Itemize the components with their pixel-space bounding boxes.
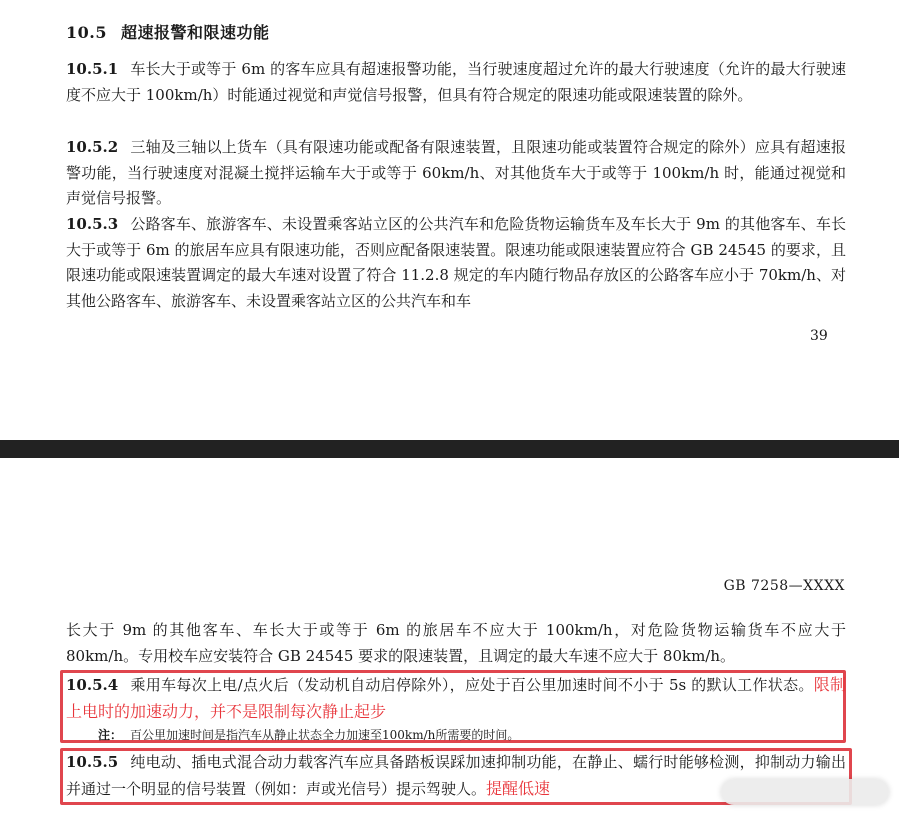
clause-number: 10.5.1 xyxy=(66,60,119,78)
annotation-10-5-5: 提醒低速 xyxy=(486,778,551,798)
section-number: 10.5 xyxy=(66,23,107,42)
section-heading xyxy=(66,20,269,43)
page-number: 39 xyxy=(810,328,828,344)
page-separator xyxy=(0,440,899,458)
clause-text: 车长大于或等于 6m 的客车应具有超速报警功能，当行驶速度超过允许的最大行驶速度（允许的最大行驶速度不应大于 100km/h）时能通过视觉和声觉信号报警，但具有符合规定的限速功能或限速装置的除外。 xyxy=(66,60,846,104)
clause-continuation: 长大于 9m 的其他客车、车长大于或等于 6m 的旅居车不应大于 100km/h，对危险货物运输货车不应大于 80km/h。专用校车应安装符合 GB 24545 要求的限速装置，且调定的最大车速不应大于 80km/h。 xyxy=(66,621,846,665)
clause-text: 三轴及三轴以上货车（具有限速功能或配备有限速装置，且限速功能或装置符合规定的除外）应具有超速报警功能，当行驶速度对混凝土搅拌运输车大于或等于 60km/h、对其他货车大于或等于 100km/h 时，能通过视觉和声觉信号报警。 xyxy=(66,138,846,207)
watermark-overlay xyxy=(721,779,889,805)
clause-10-5-3 xyxy=(66,212,846,314)
clause-number: 10.5.4 xyxy=(66,676,119,694)
document-page-40 xyxy=(0,458,899,813)
standard-code-header: GB 7258—XXXX xyxy=(723,578,845,594)
section-title: 超速报警和限速功能 xyxy=(120,23,270,42)
clause-10-5-1 xyxy=(66,57,846,108)
clause-text: 公路客车、旅游客车、未设置乘客站立区的公共汽车和危险货物运输货车及车长大于 9m 的其他客车、车长大于或等于 6m 的旅居车应具有限速功能，否则应配备限速装置。限速功能或限速装置应符合 GB 24545 的要求，且限速功能或限速装置调定的最大车速对设置了符合 11.2.8 规定的车内随行物品存放区的公路客车应小于 70km/h、对其他公路客车、旅游客车、未设置乘客站立区的公共汽车和车 xyxy=(66,215,846,310)
clause-number: 10.5.2 xyxy=(66,138,119,156)
note-label: 注： xyxy=(98,728,123,742)
clause-10-5-4 xyxy=(66,672,846,725)
clause-note xyxy=(98,726,519,743)
annotation-10-5-4: 限制上电时的加速动力，并不是限制每次静止起步 xyxy=(66,675,846,721)
clause-text: 乘用车每次上电/点火后（发动机自动启停除外），应处于百公里加速时间不小于 5s 的默认工作状态。 xyxy=(130,676,814,694)
note-text: 百公里加速时间是指汽车从静止状态全力加速至100km/h所需要的时间。 xyxy=(130,728,520,742)
clause-text: 纯电动、插电式混合动力载客汽车应具备踏板误踩加速抑制功能，在静止、蠕行时能够检测，抑制动力输出并通过一个明显的信号装置（例如：声或光信号）提示驾驶人。 xyxy=(66,753,846,798)
clause-10-5-2 xyxy=(66,135,846,212)
clause-number: 10.5.3 xyxy=(66,215,119,233)
clause-number: 10.5.5 xyxy=(66,753,119,771)
